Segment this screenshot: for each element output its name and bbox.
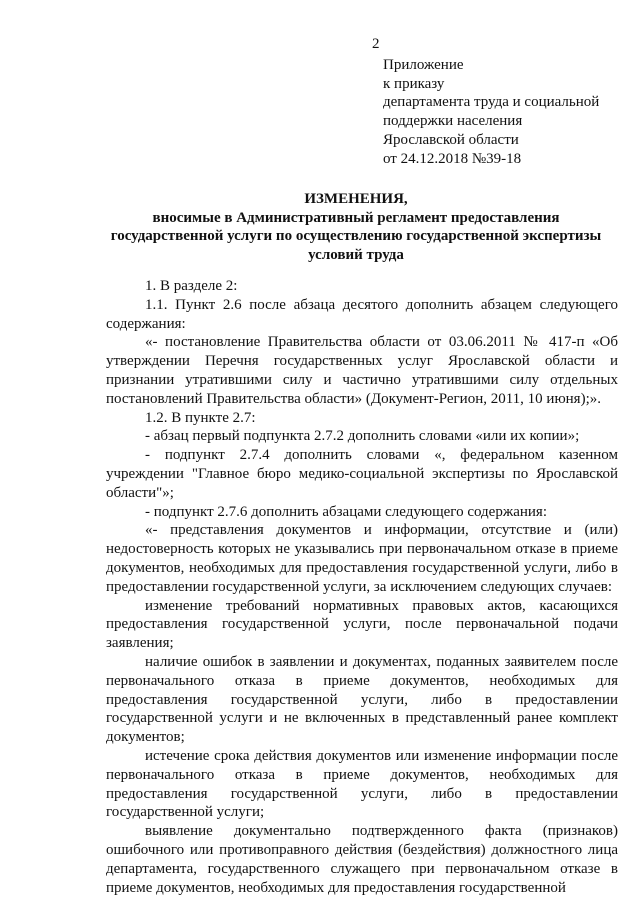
approval-line: к приказу: [383, 75, 445, 92]
approval-line: от 24.12.2018 №39-18: [383, 150, 522, 167]
paragraph: истечение срока действия документов или изменение информации после первоначального отказа в приеме документов, необходимых для предоставления государственной услуги, либо в предоставлении государственной услуги;: [106, 747, 618, 821]
paragraph: 1.1. Пункт 2.6 после абзаца десятого дополнить абзацем следующего содержания:: [106, 296, 618, 332]
document-body: [106, 277, 618, 897]
title-line: ИЗМЕНЕНИЯ,: [304, 191, 408, 207]
paragraph: 1. В разделе 2:: [145, 278, 238, 294]
approval-line: Приложение: [383, 57, 464, 73]
title-line: условий труда: [308, 246, 404, 263]
paragraph: - подпункт 2.7.4 дополнить словами «, федеральном казенном учреждении "Главное бюро медико-социальной экспертизы по Ярославской области"»;: [106, 447, 618, 501]
approval-line: Ярославской области: [383, 131, 519, 148]
title-line: государственной услуги по осуществлению государственной экспертизы: [110, 228, 602, 244]
paragraph: выявление документально подтвержденного факта (признаков) ошибочного или противоправного действия (бездействия) должностного лица департамента, государственного служащего при первоначальном отказе в приеме документов, необходимых для предоставления государственной: [106, 823, 618, 896]
approval-line: поддержки населения: [383, 113, 523, 130]
paragraph: 1.2. В пункте 2.7:: [145, 409, 256, 426]
paragraph: - абзац первый подпункта 2.7.2 дополнить словами «или их копии»;: [145, 428, 580, 445]
page-number: 2: [372, 36, 380, 52]
approval-line: департамента труда и социальной: [383, 94, 600, 111]
paragraph: изменение требований нормативных правовых актов, касающихся предоставления государственной услуги, после первоначальной подачи заявления;: [106, 597, 618, 652]
paragraph: наличие ошибок в заявлении и документах, поданных заявителем после первоначального отказа в приеме документов, необходимых для предоставления государственной услуги, либо в предоставлении государственной услуги и не включенных в представленный ранее комплект документов;: [106, 653, 618, 746]
paragraph: «- постановление Правительства области от 03.06.2011 № 417-п «Об утверждении Перечня государственных услуг Ярославской области и признании утратившими силу и частично утратившими силу отдельных постановлений Правительства области» (Документ-Регион, 2011, 10 июня);».: [106, 334, 618, 407]
document-title: [96, 190, 616, 264]
paragraph: «- представления документов и информации, отсутствие и (или) недостоверность которых не указывались при первоначальном отказе в приеме документов, необходимых для предоставления государственной услуги, либо в предоставлении государственной услуги, за исключением следующих случаев:: [106, 522, 618, 595]
title-line: вносимые в Административный регламент предоставления: [152, 209, 560, 226]
approval-block: [383, 56, 599, 168]
paragraph: - подпункт 2.7.6 дополнить абзацами следующего содержания:: [145, 503, 547, 520]
